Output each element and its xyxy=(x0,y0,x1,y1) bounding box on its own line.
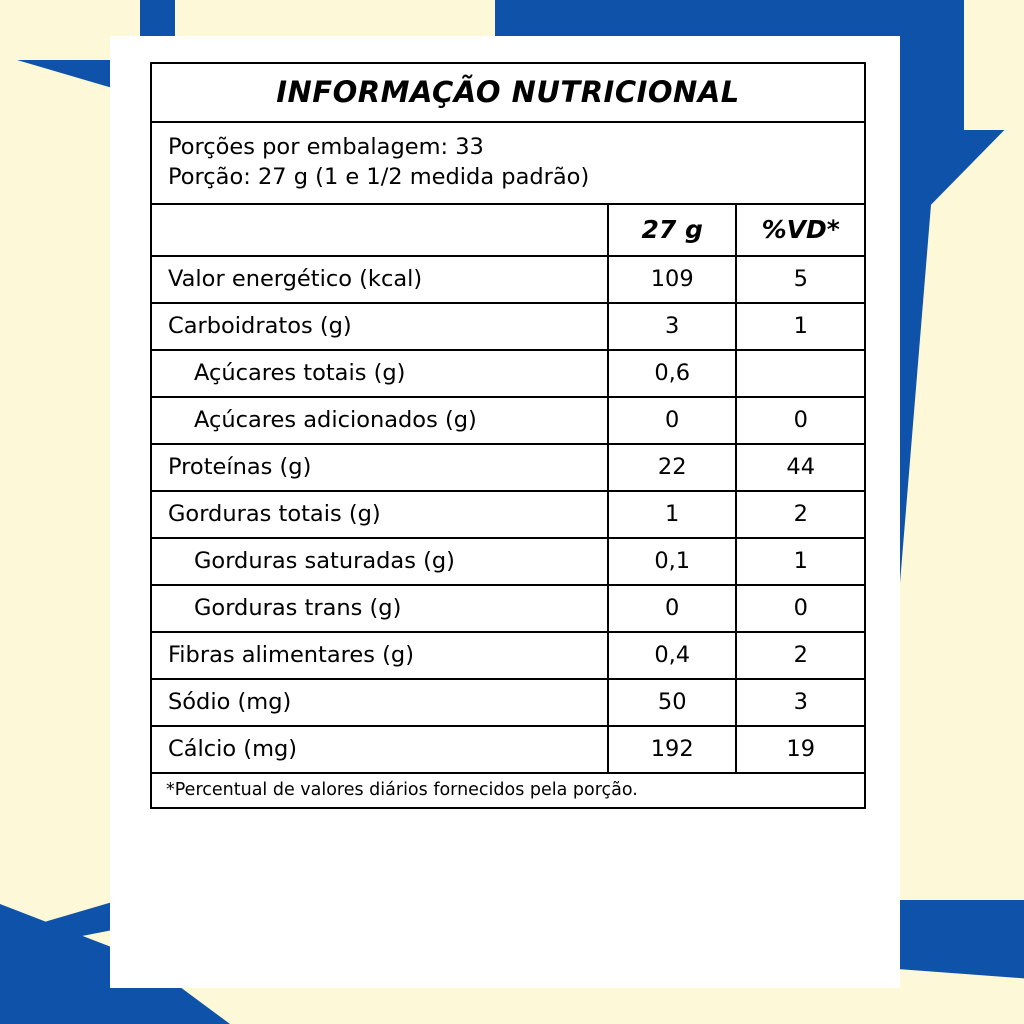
table-row xyxy=(151,726,865,773)
table-row xyxy=(151,632,865,679)
nutrient-vd: 3 xyxy=(736,679,865,726)
nutrient-label: Gorduras trans (g) xyxy=(151,585,608,632)
footnote: *Percentual de valores diários fornecidos pela porção. xyxy=(151,773,865,808)
nutrient-vd: 0 xyxy=(736,585,865,632)
nutrient-amount: 0 xyxy=(608,397,737,444)
nutrient-amount: 0,4 xyxy=(608,632,737,679)
nutrient-amount: 0,6 xyxy=(608,350,737,397)
nutrient-amount: 192 xyxy=(608,726,737,773)
table-row-header xyxy=(151,204,865,256)
table-row xyxy=(151,256,865,303)
servings-per-package: Porções por embalagem: 33 xyxy=(168,134,484,160)
nutrition-label-card xyxy=(110,36,900,988)
table-row-title xyxy=(151,63,865,122)
table-row xyxy=(151,585,865,632)
table-row xyxy=(151,444,865,491)
nutrient-amount: 109 xyxy=(608,256,737,303)
nutrient-vd: 19 xyxy=(736,726,865,773)
nutrient-amount: 1 xyxy=(608,491,737,538)
nutrient-vd: 1 xyxy=(736,538,865,585)
nutrient-label: Gorduras totais (g) xyxy=(151,491,608,538)
nutrient-label: Açúcares totais (g) xyxy=(151,350,608,397)
nutrient-vd xyxy=(736,350,865,397)
nutrient-vd: 2 xyxy=(736,632,865,679)
table-row xyxy=(151,350,865,397)
portion-info xyxy=(151,122,865,204)
nutrient-label: Valor energético (kcal) xyxy=(151,256,608,303)
nutrient-vd: 1 xyxy=(736,303,865,350)
nutrition-title: INFORMAÇÃO NUTRICIONAL xyxy=(151,63,865,122)
nutrient-amount: 0 xyxy=(608,585,737,632)
column-header-blank xyxy=(151,204,608,256)
table-row xyxy=(151,679,865,726)
nutrient-vd: 2 xyxy=(736,491,865,538)
nutrient-vd: 5 xyxy=(736,256,865,303)
decorative-shape-left-wedge xyxy=(0,55,120,935)
nutrient-amount: 0,1 xyxy=(608,538,737,585)
table-row xyxy=(151,303,865,350)
nutrient-vd: 0 xyxy=(736,397,865,444)
serving-size: Porção: 27 g (1 e 1/2 medida padrão) xyxy=(168,164,590,191)
nutrient-amount: 50 xyxy=(608,679,737,726)
nutrient-label: Cálcio (mg) xyxy=(151,726,608,773)
table-row xyxy=(151,538,865,585)
nutrient-amount: 22 xyxy=(608,444,737,491)
nutrient-vd: 44 xyxy=(736,444,865,491)
table-row-footnote xyxy=(151,773,865,808)
table-row xyxy=(151,491,865,538)
column-header-vd: %VD* xyxy=(736,204,865,256)
column-header-amount: 27 g xyxy=(608,204,737,256)
table-row xyxy=(151,397,865,444)
nutrition-table-wrapper xyxy=(150,62,866,809)
nutrient-label: Açúcares adicionados (g) xyxy=(151,397,608,444)
decorative-shape-top-right xyxy=(964,0,1024,130)
nutrient-label: Carboidratos (g) xyxy=(151,303,608,350)
nutrient-label: Proteínas (g) xyxy=(151,444,608,491)
nutrient-label: Gorduras saturadas (g) xyxy=(151,538,608,585)
table-row-portion xyxy=(151,122,865,204)
nutrition-facts-table xyxy=(150,62,866,809)
nutrient-amount: 3 xyxy=(608,303,737,350)
nutrient-label: Fibras alimentares (g) xyxy=(151,632,608,679)
nutrient-label: Sódio (mg) xyxy=(151,679,608,726)
